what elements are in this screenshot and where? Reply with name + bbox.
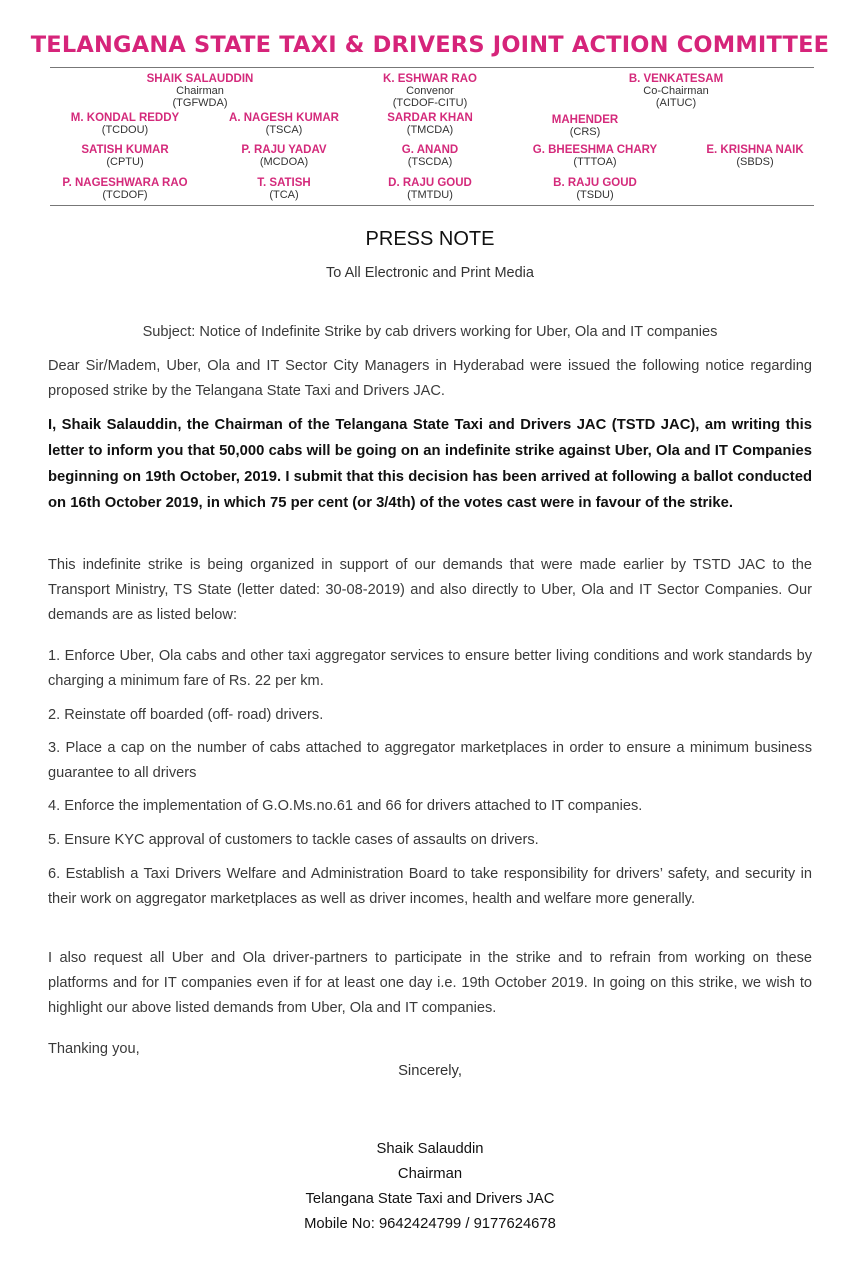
member-convenor	[330, 73, 530, 109]
member-org: (TMCDA)	[406, 124, 454, 136]
member-name: E. KRISHNA NAIK	[706, 144, 804, 156]
member-name: G. BHEESHMA CHARY	[532, 144, 658, 156]
member-name: B. RAJU GOUD	[553, 177, 637, 189]
member-org: (MCDOA)	[259, 156, 309, 168]
member-org: (TMTDU)	[407, 189, 453, 201]
signatory-organization: Telangana State Taxi and Drivers JAC	[305, 1191, 555, 1207]
salutation-paragraph: Dear Sir/Madem, Uber, Ola and IT Sector City Managers in Hyderabad were issued the following notice regarding proposed strike by the Telangana State Taxi and Drivers JAC.	[48, 358, 812, 399]
demand-item: 5. Ensure KYC approval of customers to tackle cases of assaults on drivers.	[48, 832, 539, 848]
signatory-name: Shaik Salauddin	[376, 1141, 484, 1157]
strike-notice-paragraph: I, Shaik Salauddin, the Chairman of the Telangana State Taxi and Drivers JAC (TSTD JAC), am writing this letter to inform you that 50,000 cabs will be going on an indefinite strike against Uber, Ola and IT Companies beginning on 19th October, 2019. I submit that this decision has been arrived at following a ballot conducted on 16th October 2019, in which 75 per cent (or 3/4th) of the votes cast were in favour of the strike.	[48, 417, 812, 511]
demand-item: 3. Place a cap on the number of cabs attached to aggregator marketplaces in order to ensure a minimum business guarantee to all drivers	[48, 740, 812, 781]
member-org: (TCDOF)	[102, 189, 148, 201]
member-org: (TGFWDA)	[172, 97, 228, 109]
letterhead-title: TELANGANA STATE TAXI & DRIVERS JOINT ACTION COMMITTEE	[30, 32, 830, 58]
member-org: (TCDOU)	[101, 124, 149, 136]
signatory-mobile: Mobile No: 9642424799 / 9177624678	[304, 1216, 556, 1232]
demand-item: 6. Establish a Taxi Drivers Welfare and Administration Board to take responsibility for drivers’ safety, and security in their work on aggregator marketplaces as well as driver incomes, health and welfare more generally.	[48, 866, 812, 907]
member-org: (TCA)	[269, 189, 299, 201]
member-name: D. RAJU GOUD	[388, 177, 472, 189]
member-role: Convenor	[406, 85, 454, 97]
press-note-audience: To All Electronic and Print Media	[326, 265, 534, 281]
member-name: SARDAR KHAN	[387, 112, 473, 124]
member-org: (CRS)	[569, 126, 601, 138]
member-org: (TSDU)	[576, 189, 614, 201]
demand-item: 2. Reinstate off boarded (off- road) drivers.	[48, 707, 324, 723]
member-name: SHAIK SALAUDDIN	[146, 73, 254, 85]
member-name: G. ANAND	[401, 144, 459, 156]
member-name: P. NAGESHWARA RAO	[62, 177, 188, 189]
member-name: MAHENDER	[551, 114, 619, 126]
member-name: K. ESHWAR RAO	[383, 73, 477, 85]
signatory-title: Chairman	[397, 1166, 463, 1182]
member-name: T. SATISH	[257, 177, 311, 189]
member-role: Chairman	[176, 85, 224, 97]
appeal-paragraph: I also request all Uber and Ola driver-partners to participate in the strike and to refrain from working on these platforms and for IT companies even if for at least one day i.e. 19th October 2019. In going on this strike, we wish to highlight our above listed demands from Uber, Ola and IT companies.	[48, 950, 812, 1016]
member-name: SATISH KUMAR	[81, 144, 169, 156]
subject-line: Subject: Notice of Indefinite Strike by cab drivers working for Uber, Ola and IT companies	[142, 324, 718, 340]
member-name: P. RAJU YADAV	[241, 144, 327, 156]
member-org: (CPTU)	[106, 156, 144, 168]
member-item	[495, 177, 695, 201]
member-org: (AITUC)	[655, 97, 697, 109]
member-chairman	[100, 73, 300, 109]
press-note-title: PRESS NOTE	[365, 228, 495, 250]
demand-item: 1. Enforce Uber, Ola cabs and other taxi aggregator services to ensure better living conditions and work standards by charging a minimum fare of Rs. 22 per km.	[48, 648, 812, 689]
thanks-line: Thanking you,	[48, 1041, 140, 1057]
demand-item: 4. Enforce the implementation of G.O.Ms.no.61 and 66 for drivers attached to IT companies.	[48, 798, 643, 814]
letterhead-top-rule	[50, 67, 814, 68]
member-name: A. NAGESH KUMAR	[229, 112, 339, 124]
member-org: (SBDS)	[736, 156, 774, 168]
letterhead-bottom-rule	[50, 205, 814, 206]
closing-line: Sincerely,	[398, 1063, 462, 1079]
member-org: (TCDOF-CITU)	[392, 97, 468, 109]
member-name: M. KONDAL REDDY	[70, 112, 180, 124]
member-role: Co-Chairman	[643, 85, 709, 97]
member-org: (TSCDA)	[407, 156, 453, 168]
member-org: (TSCA)	[265, 124, 303, 136]
member-name: B. VENKATESAM	[628, 73, 724, 85]
context-paragraph: This indefinite strike is being organized in support of our demands that were made earlier by TSTD JAC to the Transport Ministry, TS State (letter dated: 30-08-2019) and also directly to Uber, Ola and IT Sector Companies. Our demands are as listed below:	[48, 557, 812, 623]
member-co-chairman	[576, 73, 776, 109]
member-item	[485, 114, 685, 138]
member-item	[655, 144, 855, 168]
member-org: (TTTOA)	[573, 156, 617, 168]
